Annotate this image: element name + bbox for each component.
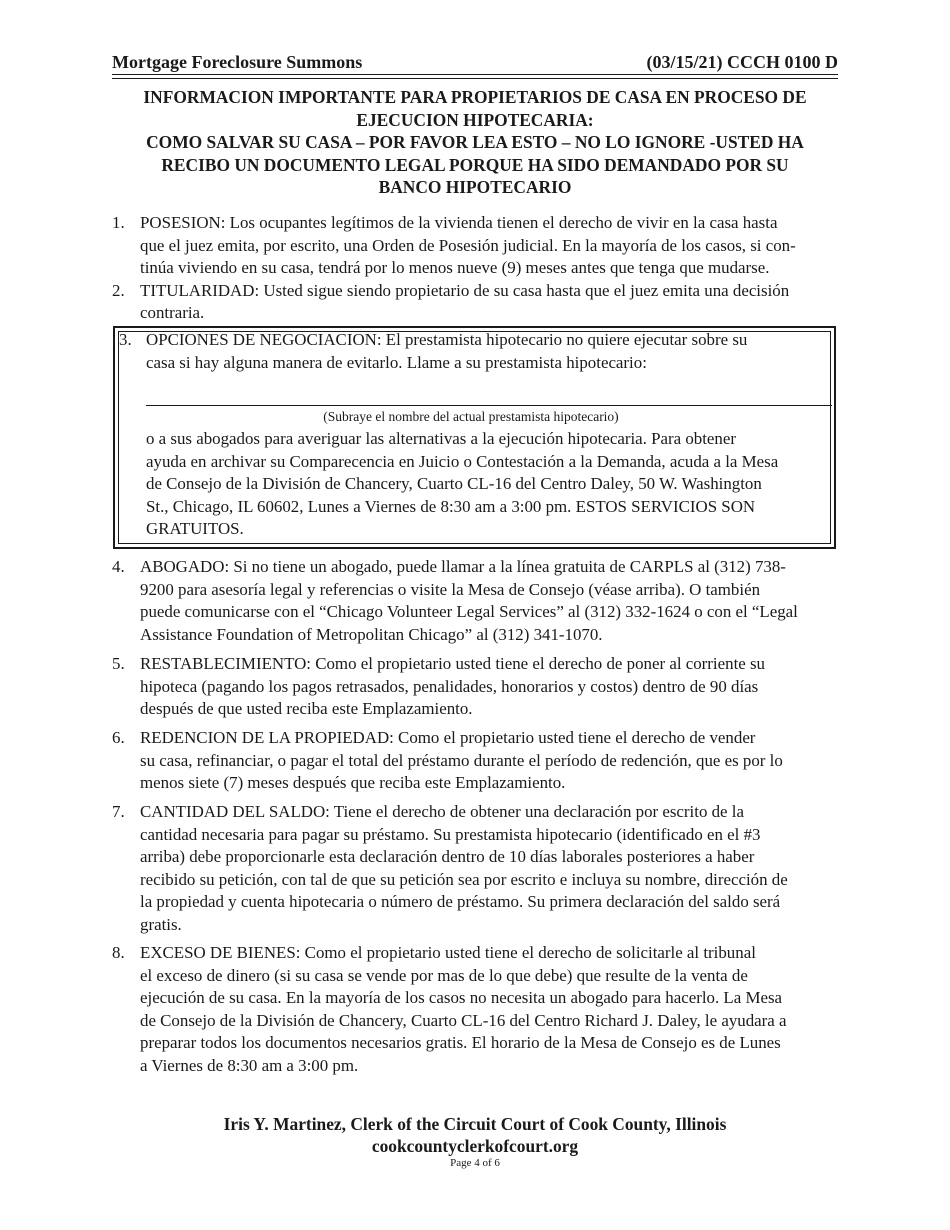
list-item bbox=[112, 942, 838, 1077]
negotiation-text-top bbox=[146, 329, 826, 374]
item-line: a Viernes de 8:30 am a 3:00 pm. bbox=[140, 1055, 359, 1075]
item-line: después de que usted reciba este Emplazamiento. bbox=[140, 699, 473, 718]
item-7 bbox=[112, 801, 838, 936]
title-line: COMO SALVAR SU CASA – POR FAVOR LEA ESTO – NO LO IGNORE -USTED HA bbox=[146, 132, 804, 152]
list-item bbox=[112, 801, 838, 936]
form-title: Mortgage Foreclosure Summons bbox=[112, 52, 363, 72]
lender-name-line[interactable] bbox=[146, 405, 832, 406]
item-number: 4. bbox=[112, 557, 125, 576]
item-line: Assistance Foundation of Metropolitan Chicago” al (312) 341-1070. bbox=[140, 624, 603, 644]
page-header bbox=[112, 52, 838, 73]
item-line: TITULARIDAD: Usted sigue siendo propietario de su casa hasta que el juez emita una decisión bbox=[140, 280, 790, 300]
item-line: tinúa viviendo en su casa, tendrá por lo menos nueve (9) meses antes que tenga que mudarse. bbox=[140, 258, 770, 277]
item-line: su casa, refinanciar, o pagar el total del préstamo durante el período de redención, que es por lo bbox=[140, 750, 783, 770]
item-line: recibido su petición, con tal de que su petición sea por escrito e incluya su nombre, dirección de bbox=[140, 869, 788, 889]
item-line: ayuda en archivar su Comparecencia en Juicio o Contestación a la Demanda, acuda a la Mesa bbox=[146, 451, 779, 471]
item-line: de Consejo de la División de Chancery, Cuarto CL-16 del Centro Daley, 50 W. Washington bbox=[146, 474, 762, 493]
item-line: casa si hay alguna manera de evitarlo. Llame a su prestamista hipotecario: bbox=[146, 352, 647, 372]
lender-name-caption: (Subraye el nombre del actual prestamista hipotecario) bbox=[323, 409, 619, 424]
item-line: menos siete (7) meses después que reciba este Emplazamiento. bbox=[140, 773, 566, 792]
item-line: de Consejo de la División de Chancery, Cuarto CL-16 del Centro Richard J. Daley, le ayudara a bbox=[140, 1010, 787, 1030]
notice-title bbox=[112, 86, 838, 199]
item-line: que el juez emita, por escrito, una Orden de Posesión judicial. En la mayoría de los casos, si con- bbox=[140, 235, 796, 255]
item-number: 6. bbox=[112, 728, 125, 747]
page-number: Page 4 of 6 bbox=[450, 1157, 500, 1169]
negotiation-text-bottom bbox=[146, 428, 826, 541]
item-line: hipoteca (pagando los pagos retrasados, penalidades, honorarios y costos) dentro de 90 días bbox=[140, 676, 759, 696]
item-5 bbox=[112, 653, 838, 721]
item-line: REDENCION DE LA PROPIEDAD: Como el propietario usted tiene el derecho de vender bbox=[140, 728, 756, 747]
item-4 bbox=[112, 556, 838, 646]
item-line: GRATUITOS. bbox=[146, 519, 244, 538]
list-item bbox=[112, 280, 838, 325]
item-8 bbox=[112, 942, 838, 1077]
item-line: OPCIONES DE NEGOCIACION: El prestamista hipotecario no quiere ejecutar sobre su bbox=[146, 330, 748, 349]
item-number: 2. bbox=[112, 280, 125, 300]
title-line: RECIBO UN DOCUMENTO LEGAL PORQUE HA SIDO DEMANDADO POR SU bbox=[161, 154, 789, 175]
item-line: la propiedad y cuenta hipotecaria o número de préstamo. Su primera declaración del saldo será bbox=[140, 892, 781, 911]
item-number: 1. bbox=[112, 213, 125, 232]
item-line: arriba) debe proporcionarle esta declaración dentro de 10 días laborales posteriores a haber bbox=[140, 847, 755, 866]
item-line: St., Chicago, IL 60602, Lunes a Viernes de 8:30 am a 3:00 pm. ESTOS SERVICIOS SON bbox=[146, 496, 756, 516]
item-line: el exceso de dinero (si su casa se vende por mas de lo que debe) que resulte de la venta de bbox=[140, 965, 748, 985]
item-line: cantidad necesaria para pagar su préstamo. Su prestamista hipotecario (identificado en el #3 bbox=[140, 824, 761, 844]
item-line: ejecución de su casa. En la mayoría de los casos no necesita un abogado para hacerlo. La Mesa bbox=[140, 988, 783, 1007]
item-line: CANTIDAD DEL SALDO: Tiene el derecho de obtener una declaración por escrito de la bbox=[140, 802, 744, 821]
item-6 bbox=[112, 727, 838, 795]
item-number: 8. bbox=[112, 943, 125, 962]
list-item bbox=[112, 653, 838, 721]
item-number: 7. bbox=[112, 802, 125, 821]
title-line: EJECUCION HIPOTECARIA: bbox=[356, 109, 594, 130]
item-line: 9200 para asesoría legal y referencias o visite la Mesa de Consejo (véase arriba). O también bbox=[140, 579, 761, 599]
clerk-website[interactable]: cookcountyclerkofcourt.org bbox=[371, 1135, 579, 1156]
item-line: RESTABLECIMIENTO: Como el propietario usted tiene el derecho de poner al corriente su bbox=[140, 654, 765, 673]
header-rule-secondary bbox=[112, 78, 838, 79]
list-item bbox=[112, 556, 838, 646]
clerk-name: Iris Y. Martinez, Clerk of the Circuit Court of Cook County, Illinois bbox=[223, 1114, 727, 1134]
header-rule bbox=[112, 74, 838, 75]
title-line: INFORMACION IMPORTANTE PARA PROPIETARIOS DE CASA EN PROCESO DE bbox=[143, 87, 807, 107]
item-number: 5. bbox=[112, 654, 125, 673]
item-line: gratis. bbox=[140, 914, 182, 934]
item-line: preparar todos los documentos necesarios gratis. El horario de la Mesa de Consejo es de Lunes bbox=[140, 1033, 781, 1052]
form-code: (03/15/21) CCCH 0100 D bbox=[646, 52, 838, 72]
item-line: POSESION: Los ocupantes legítimos de la vivienda tienen el derecho de vivir en la casa hasta bbox=[140, 213, 778, 232]
title-line: BANCO HIPOTECARIO bbox=[378, 177, 572, 197]
item-line: ABOGADO: Si no tiene un abogado, puede llamar a la línea gratuita de CARPLS al (312) 738- bbox=[140, 557, 786, 576]
item-number: 3. bbox=[119, 330, 132, 349]
items-group-top bbox=[112, 212, 838, 325]
list-item bbox=[112, 212, 838, 280]
item-line: puede comunicarse con el “Chicago Volunteer Legal Services” al (312) 332-1624 o con el “Legal bbox=[140, 602, 798, 621]
item-line: contraria. bbox=[140, 303, 205, 322]
item-line: o a sus abogados para averiguar las alternativas a la ejecución hipotecaria. Para obtener bbox=[146, 429, 736, 448]
list-item bbox=[112, 727, 838, 795]
page-footer bbox=[112, 1114, 838, 1157]
item-line: EXCESO DE BIENES: Como el propietario usted tiene el derecho de solicitarle al tribunal bbox=[140, 943, 756, 962]
